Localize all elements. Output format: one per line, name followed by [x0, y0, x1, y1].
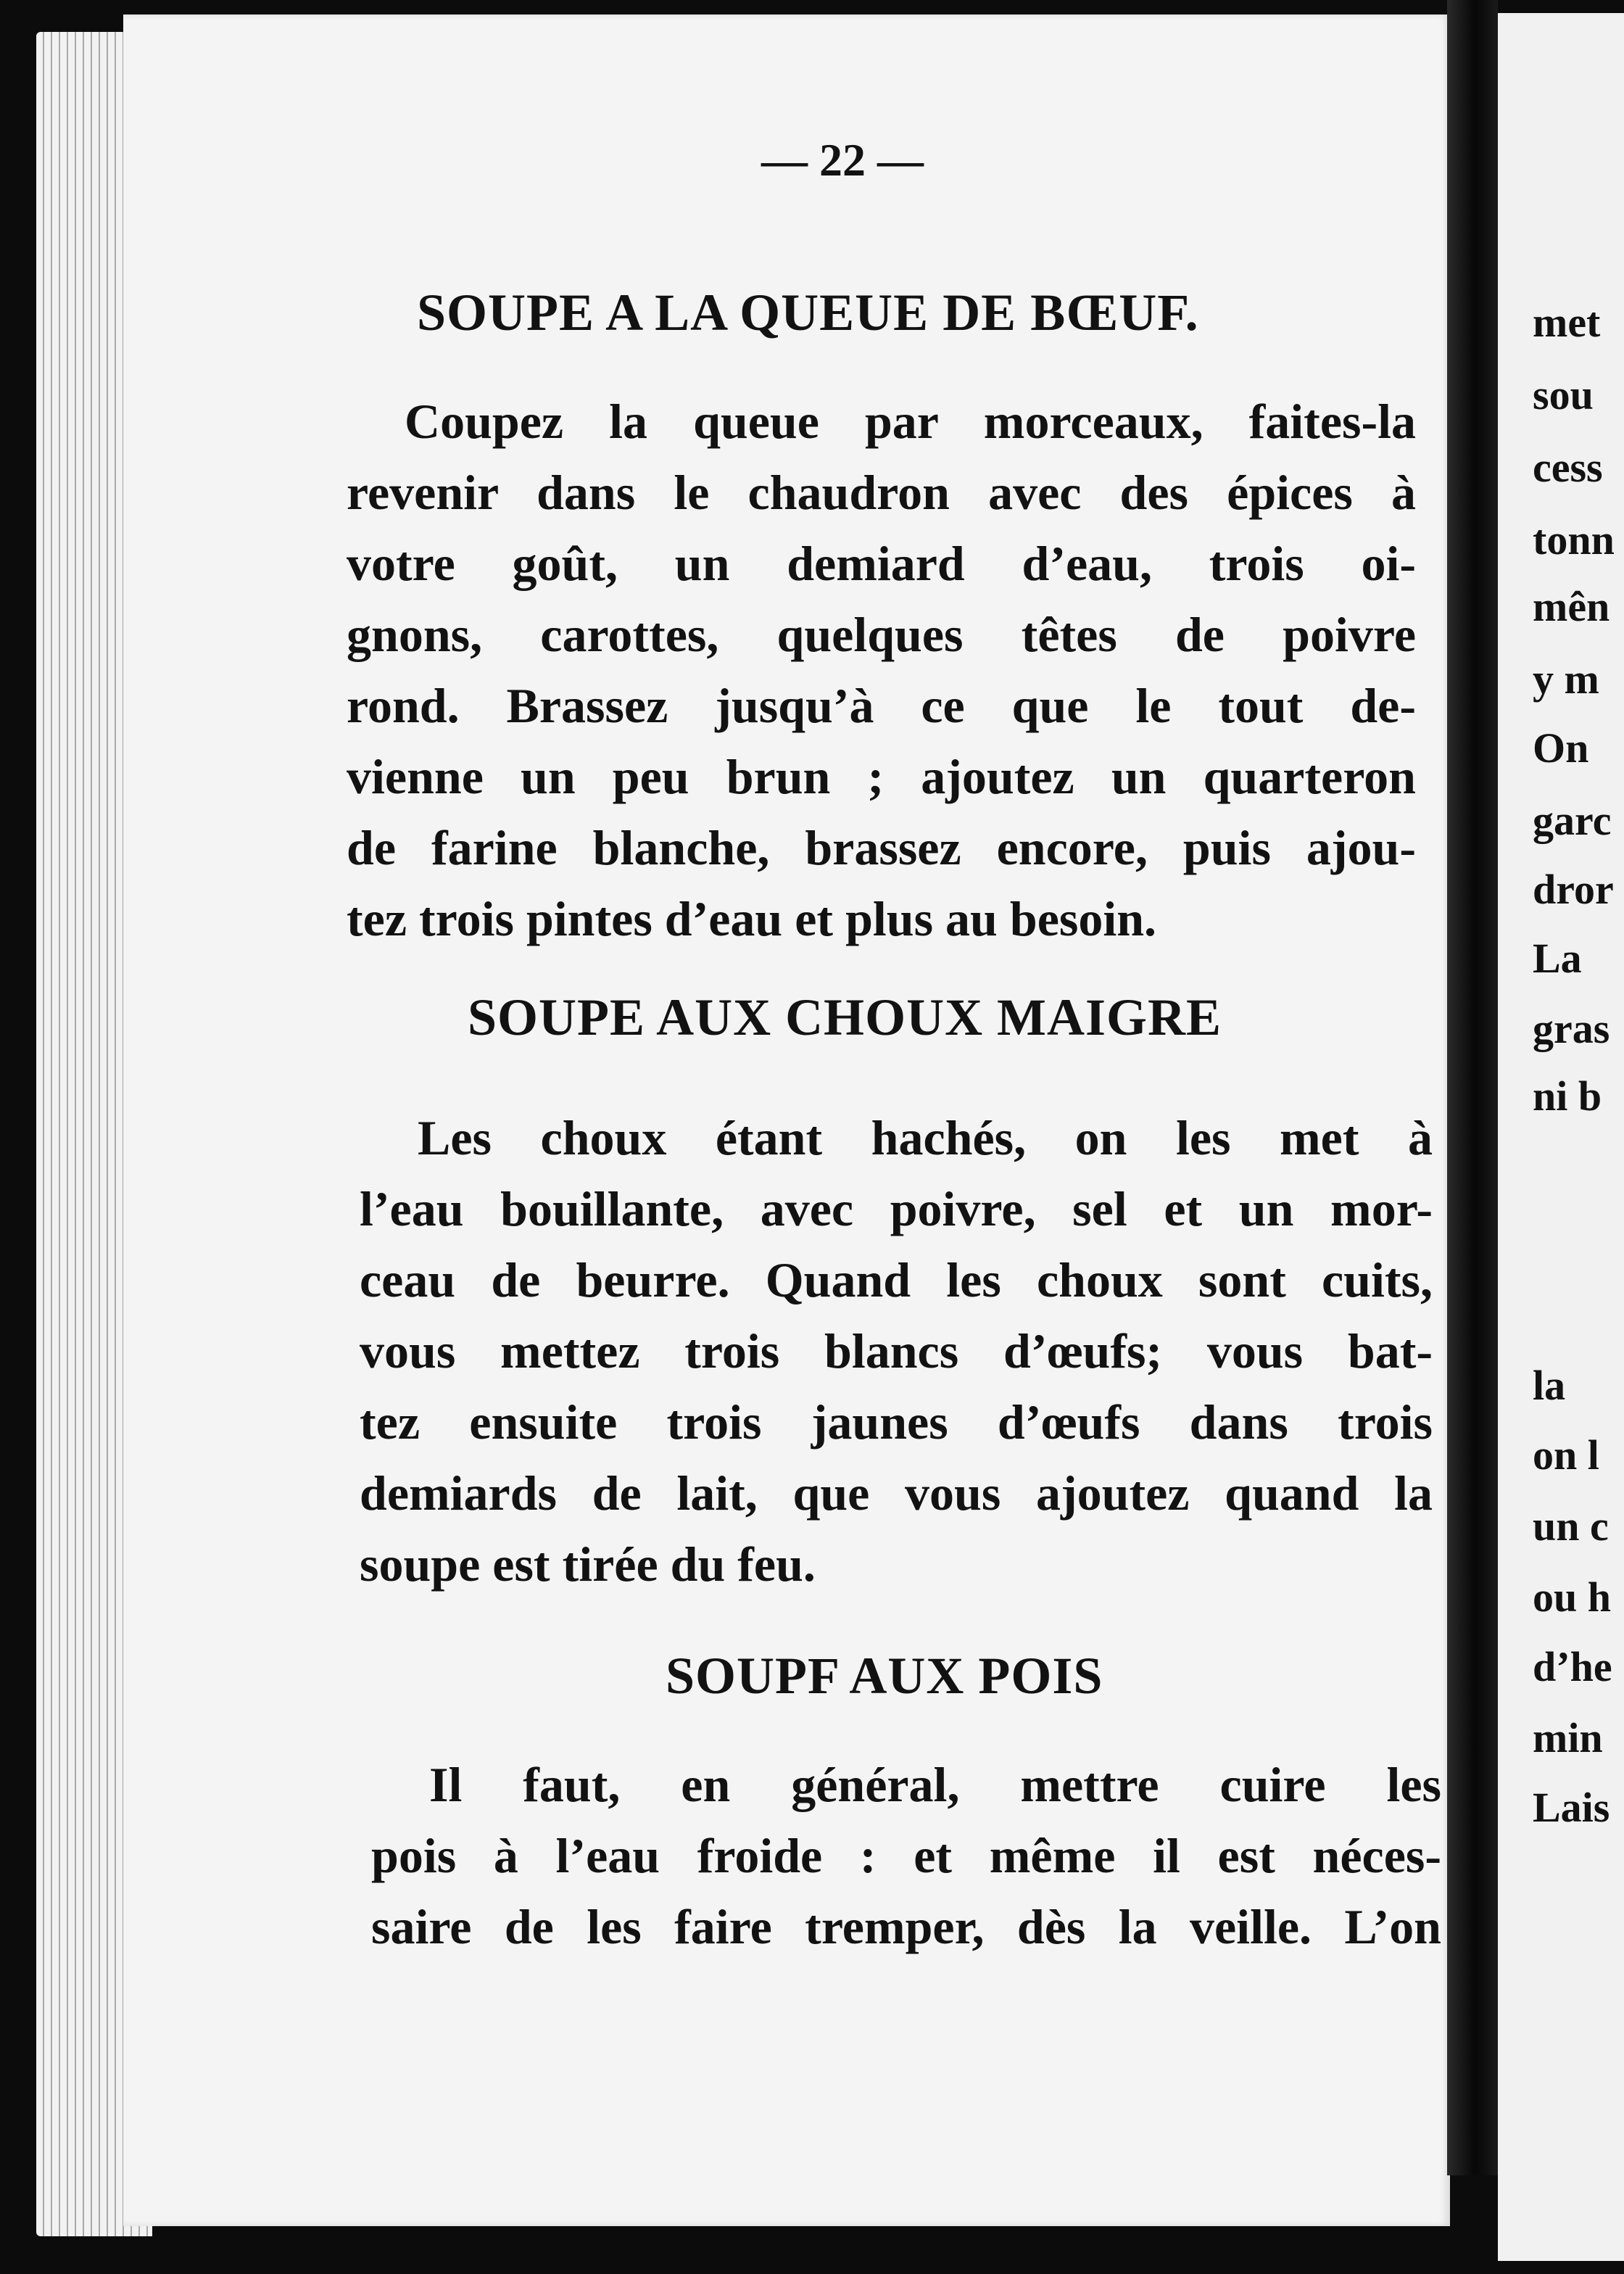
section-title-soupe-aux-pois: SOUPF AUX POIS — [666, 1647, 1103, 1705]
facing-fragment: met — [1533, 299, 1601, 346]
text-line: Il faut, en général, mettre cuire les — [429, 1757, 1441, 1812]
text-line: revenir dans le chaudron avec des épices à — [347, 465, 1416, 520]
text-line: tez trois pintes d’eau et plus au besoin. — [347, 891, 1157, 946]
section-title-soupe-choux-maigre: SOUPE AUX CHOUX MAIGRE — [468, 988, 1222, 1046]
facing-fragment: d’he — [1533, 1643, 1612, 1690]
section-body-soupe-choux-maigre — [360, 1102, 1433, 1600]
text-line: l’eau bouillante, avec poivre, sel et un mor- — [360, 1181, 1433, 1236]
text-line: saire de les faire tremper, dès la veille. L’on — [371, 1899, 1441, 1954]
book-gutter — [1447, 0, 1498, 2175]
text-line: gnons, carottes, quelques têtes de poivre — [347, 607, 1416, 662]
text-line: Les choux étant hachés, on les met à — [418, 1110, 1433, 1165]
facing-fragment: dror — [1533, 866, 1614, 913]
facing-fragment: cess — [1533, 444, 1603, 491]
facing-fragment: ni b — [1533, 1072, 1602, 1120]
facing-fragment: y m — [1533, 656, 1599, 703]
facing-fragment: On — [1533, 724, 1589, 772]
facing-fragment: ou h — [1533, 1574, 1612, 1621]
text-line: Coupez la queue par morceaux, faites-la — [405, 394, 1416, 449]
text-line: vienne un peu brun ; ajoutez un quarteron — [347, 749, 1416, 804]
text-line: votre goût, un demiard d’eau, trois oi- — [347, 536, 1416, 591]
facing-fragment: Lais — [1533, 1784, 1610, 1831]
facing-fragment: la — [1533, 1362, 1566, 1409]
facing-fragment: garc — [1533, 797, 1612, 844]
facing-fragment: La — [1533, 935, 1582, 982]
section-body-soupe-aux-pois — [371, 1749, 1441, 1962]
text-line: vous mettez trois blancs d’œufs; vous bat- — [360, 1323, 1433, 1378]
text-line: de farine blanche, brassez encore, puis ajou- — [347, 820, 1416, 875]
text-line: rond. Brassez jusqu’à ce que le tout de- — [347, 678, 1416, 733]
facing-fragment: tonn — [1533, 516, 1615, 563]
text-line: demiards de lait, que vous ajoutez quand la — [360, 1465, 1433, 1521]
page-number: — 22 — — [761, 134, 924, 186]
text-line: ceau de beurre. Quand les choux sont cuits, — [360, 1252, 1433, 1307]
facing-fragment: un c — [1533, 1502, 1609, 1550]
facing-fragment: sou — [1533, 371, 1594, 418]
facing-fragment: mên — [1533, 583, 1610, 630]
text-line: pois à l’eau froide : et même il est néces- — [371, 1828, 1441, 1883]
facing-fragment: on l — [1533, 1431, 1599, 1479]
facing-page — [1498, 13, 1624, 2261]
text-line: soupe est tirée du feu. — [360, 1537, 816, 1592]
facing-fragment: gras — [1533, 1005, 1610, 1052]
section-body-soupe-queue-de-boeuf — [347, 386, 1416, 954]
section-title-soupe-queue-de-boeuf: SOUPE A LA QUEUE DE BŒUF. — [417, 284, 1199, 342]
facing-fragment: min — [1533, 1714, 1603, 1761]
text-line: tez ensuite trois jaunes d’œufs dans trois — [360, 1394, 1433, 1450]
